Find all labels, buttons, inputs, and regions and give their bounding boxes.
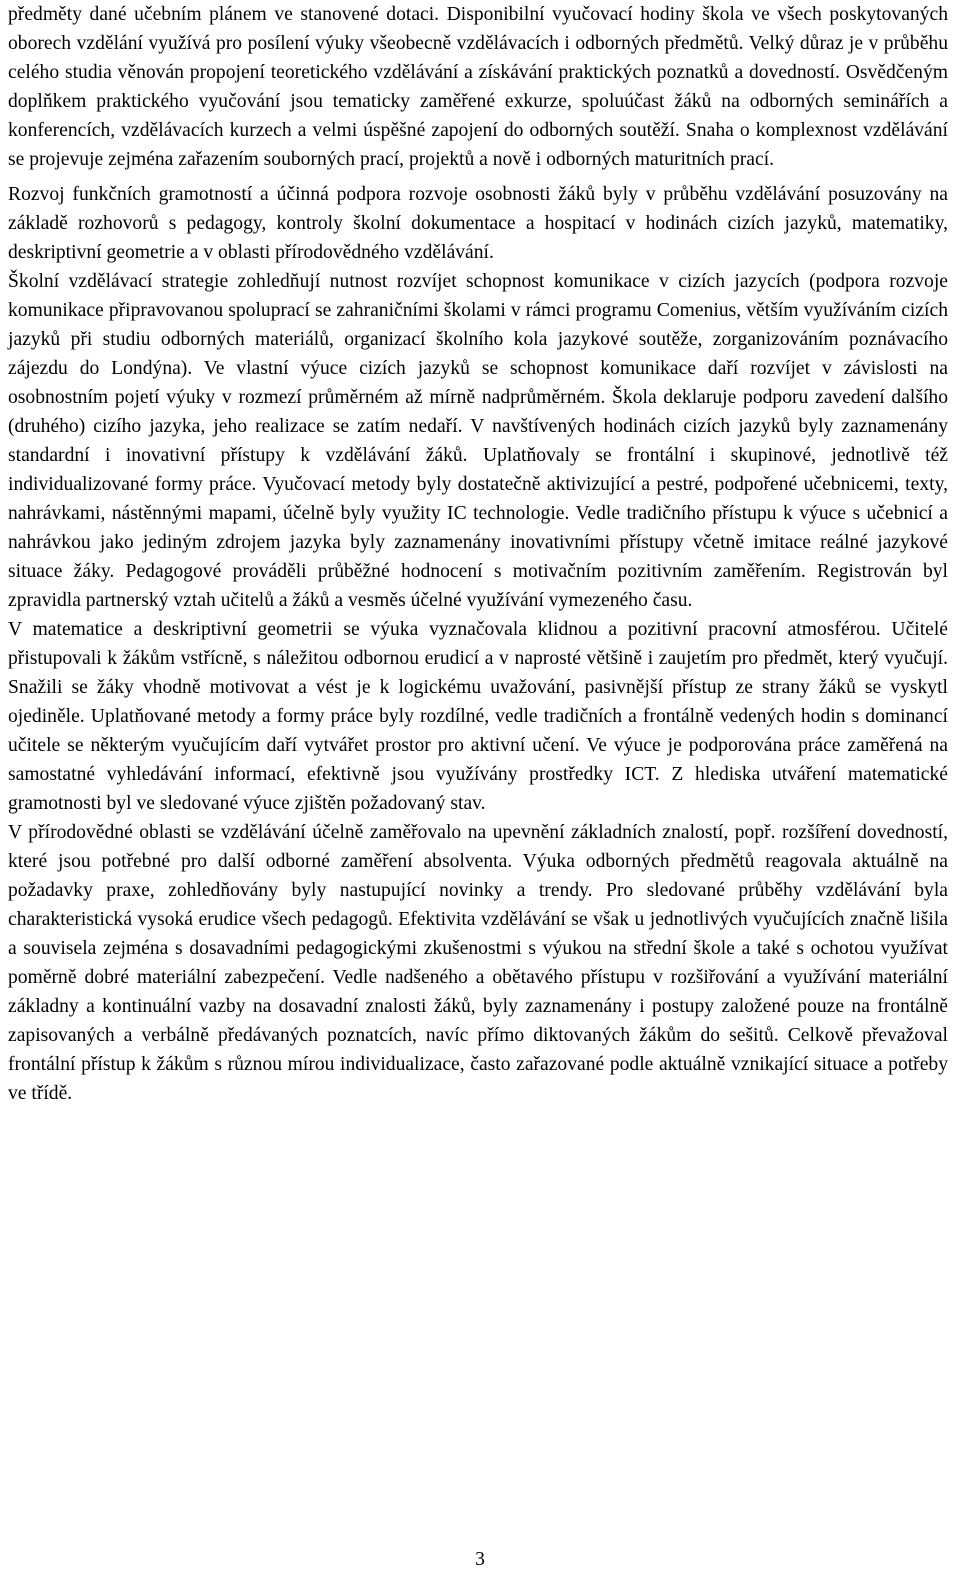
paragraph: V matematice a deskriptivní geometrii se výuka vyznačovala klidnou a pozitivní pracovní atmosférou. Učitelé přistupovali k žákům vstřícně, s náležitou odbornou erudicí a v naprosté většině i zaujetím pro předmět, který vyučují. Snažili se žáky vhodně motivovat a vést je k logickému uvažování, pasivnější přístup ze strany žáků se vyskytl ojediněle. Uplatňované metody a formy práce byly rozdílné, vedle tradičních a frontálně vedených hodin s dominancí učitele se některým vyučujícím daří vytvářet prostor pro aktivní učení. Ve výuce je podporována práce zaměřená na samostatné vyhledávání informací, efektivně jsou využívány prostředky ICT. Z hlediska utváření matematické gramotnosti byl ve sledované výuce zjištěn požadovaný stav. xyxy=(8,619,948,814)
paragraph: předměty dané učebním plánem ve stanovené dotaci. Disponibilní vyučovací hodiny škola ve všech poskytovaných oborech vzdělání využívá pro posílení výuky všeobecně vzdělávacích i odborných předmětů. Velký důraz je v průběhu celého studia věnován propojení teoretického vzdělávání a získávání praktických poznatků a dovedností. Osvědčeným doplňkem praktického vyučování jsou tematicky zaměřené exkurze, spoluúčast žáků na odborných seminářích a konferencích, vzdělávacích kurzech a velmi úspěšné zapojení do odborných soutěží. Snaha o komplexnost vzdělávání se projevuje zejména zařazením souborných prací, projektů a nově i odborných maturitních prací. xyxy=(8,4,948,170)
paragraph: Rozvoj funkčních gramotností a účinná podpora rozvoje osobnosti žáků byly v průběhu vzdělávání posuzovány na základě rozhovorů s pedagogy, kontroly školní dokumentace a hospitací v hodinách cizích jazyků, matematiky, deskriptivní geometrie a v oblasti přírodovědného vzdělávání. xyxy=(8,184,948,263)
paragraph: Školní vzdělávací strategie zohledňují nutnost rozvíjet schopnost komunikace v cizích jazycích (podpora rozvoje komunikace připravovanou spoluprací se zahraničními školami v rámci programu Comenius, větším využíváním cizích jazyků při studiu odborných materiálů, organizací školního kola jazykové soutěže, zorganizováním poznávacího zájezdu do Londýna). Ve vlastní výuce cizích jazyků se schopnost komunikace daří rozvíjet v závislosti na osobnostním pojetí výuky v rozmezí průměrném až mírně nadprůměrném. Škola deklaruje podporu zavedení dalšího (druhého) cizího jazyka, jeho realizace se zatím nedaří. V navštívených hodinách cizích jazyků byly zaznamenány standardní i inovativní přístupy k vzdělávání žáků. Uplatňovaly se frontální i skupinové, jednotlivě též individualizované formy práce. Vyučovací metody byly dostatečně aktivizující a pestré, podpořené učebnicemi, texty, nahrávkami, nástěnnými mapami, účelně byly využity IC technologie. Vedle tradičního přístupu k výuce s učebnicí a nahrávkou jako jediným zdrojem jazyka byly zaznamenány inovativními přístupy včetně imitace reálné jazykové situace žáky. Pedagogové prováděli průběžné hodnocení s motivačním pozitivním zaměřením. Registrován byl zpravidla partnerský vztah učitelů a žáků a vesměs účelné využívání vymezeného času. xyxy=(8,271,948,611)
paragraph: V přírodovědné oblasti se vzdělávání účelně zaměřovalo na upevnění základních znalostí, popř. rozšíření dovedností, které jsou potřebné pro další odborné zaměření absolventa. Výuka odborných předmětů reagovala aktuálně na požadavky praxe, zohledňovány byly nastupující novinky a trendy. Pro sledované průběhy vzdělávání byla charakteristická vysoká erudice všech pedagogů. Efektivita vzdělávání se však u jednotlivých vyučujících značně lišila a souvisela zejména s dosavadními pedagogickými zkušenostmi s výukou na střední škole a také s ochotou využívat poměrně dobré materiální zabezpečení. Vedle nadšeného a obětavého přístupu v rozšiřování a využívání materiální základny a kontinuální vazby na dosavadní znalosti žáků, byly zaznamenány i postupy založené pouze na frontálně zapisovaných a verbálně předávaných poznatcích, navíc přímo diktovaných žákům do sešitů. Celkově převažoval frontální přístup k žákům s různou mírou individualizace, často zařazované podle aktuálně vznikající situace a potřeby ve třídě. xyxy=(8,822,948,1104)
page-number: 3 xyxy=(475,1549,485,1570)
document-body xyxy=(8,0,948,1108)
